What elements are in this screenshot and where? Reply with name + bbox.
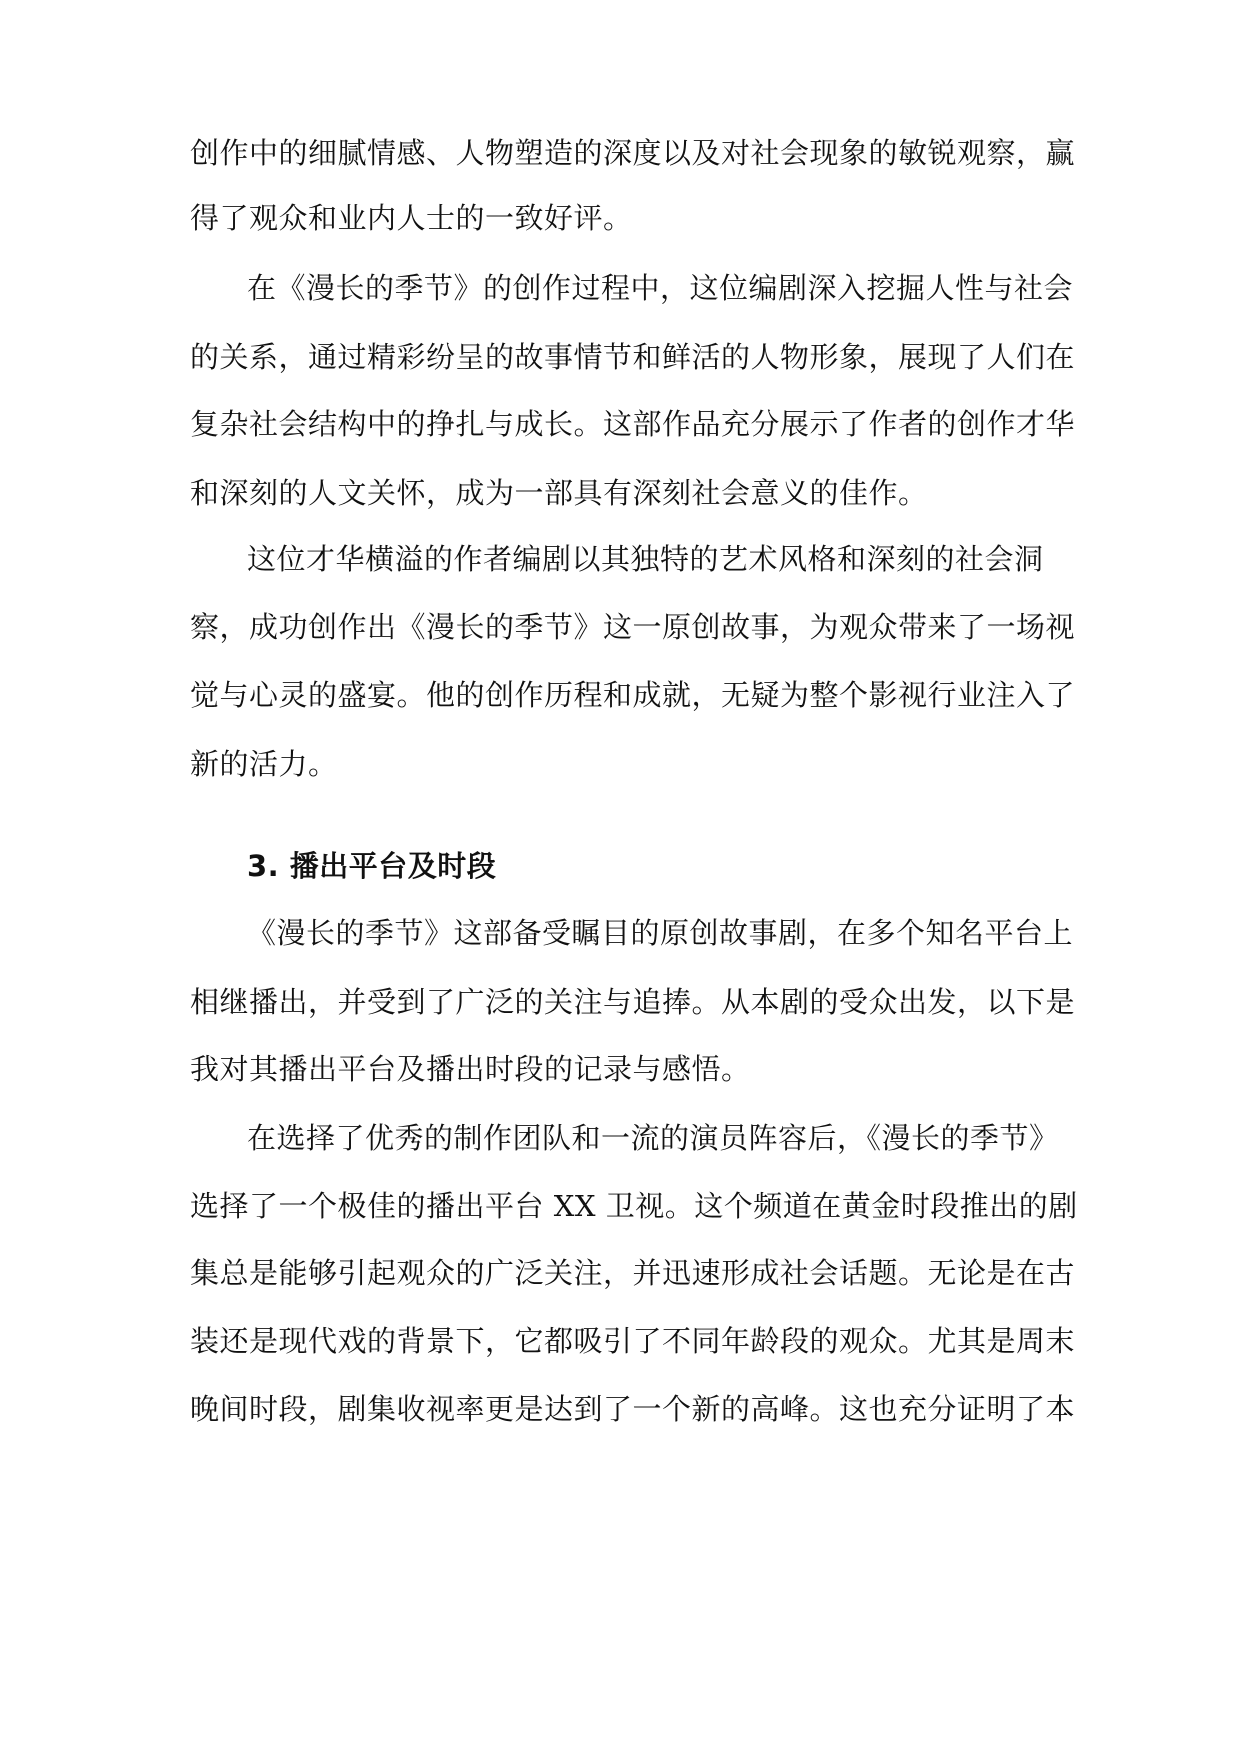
paragraph-line: 选择了一个极佳的播出平台 XX 卫视。这个频道在黄金时段推出的剧 bbox=[190, 1189, 1078, 1223]
paragraph-line: 新的活力。 bbox=[190, 747, 338, 781]
paragraph-line: 的关系，通过精彩纷呈的故事情节和鲜活的人物形象，展现了人们在 bbox=[190, 340, 1076, 374]
paragraph-line: 得了观众和业内人士的一致好评。 bbox=[190, 201, 633, 235]
paragraph-line: 在《漫长的季节》的创作过程中，这位编剧深入挖掘人性与社会 bbox=[247, 271, 1074, 305]
section-heading: 3. 播出平台及时段 bbox=[247, 849, 497, 883]
paragraph-line: 在选择了优秀的制作团队和一流的演员阵容后，《漫长的季节》 bbox=[247, 1121, 1059, 1155]
paragraph-line: 觉与心灵的盛宴。他的创作历程和成就，无疑为整个影视行业注入了 bbox=[190, 678, 1076, 712]
paragraph-line: 复杂社会结构中的挣扎与成长。这部作品充分展示了作者的创作才华 bbox=[190, 407, 1076, 441]
paragraph-line: 《漫长的季节》这部备受瞩目的原创故事剧，在多个知名平台上 bbox=[247, 916, 1074, 950]
paragraph-line: 这位才华横溢的作者编剧以其独特的艺术风格和深刻的社会洞 bbox=[247, 542, 1044, 576]
paragraph-line: 相继播出，并受到了广泛的关注与追捧。从本剧的受众出发，以下是 bbox=[190, 985, 1076, 1019]
paragraph-line: 装还是现代戏的背景下，它都吸引了不同年龄段的观众。尤其是周末 bbox=[190, 1324, 1076, 1358]
paragraph-line: 和深刻的人文关怀，成为一部具有深刻社会意义的佳作。 bbox=[190, 476, 928, 510]
paragraph-line: 我对其播出平台及播出时段的记录与感悟。 bbox=[190, 1052, 751, 1086]
paragraph-line: 集总是能够引起观众的广泛关注，并迅速形成社会话题。无论是在古 bbox=[190, 1256, 1076, 1290]
paragraph-line: 创作中的细腻情感、人物塑造的深度以及对社会现象的敏锐观察，赢 bbox=[190, 136, 1076, 170]
paragraph-line: 察，成功创作出《漫长的季节》这一原创故事，为观众带来了一场视 bbox=[190, 610, 1076, 644]
paragraph-line: 晚间时段，剧集收视率更是达到了一个新的高峰。这也充分证明了本 bbox=[190, 1392, 1076, 1426]
